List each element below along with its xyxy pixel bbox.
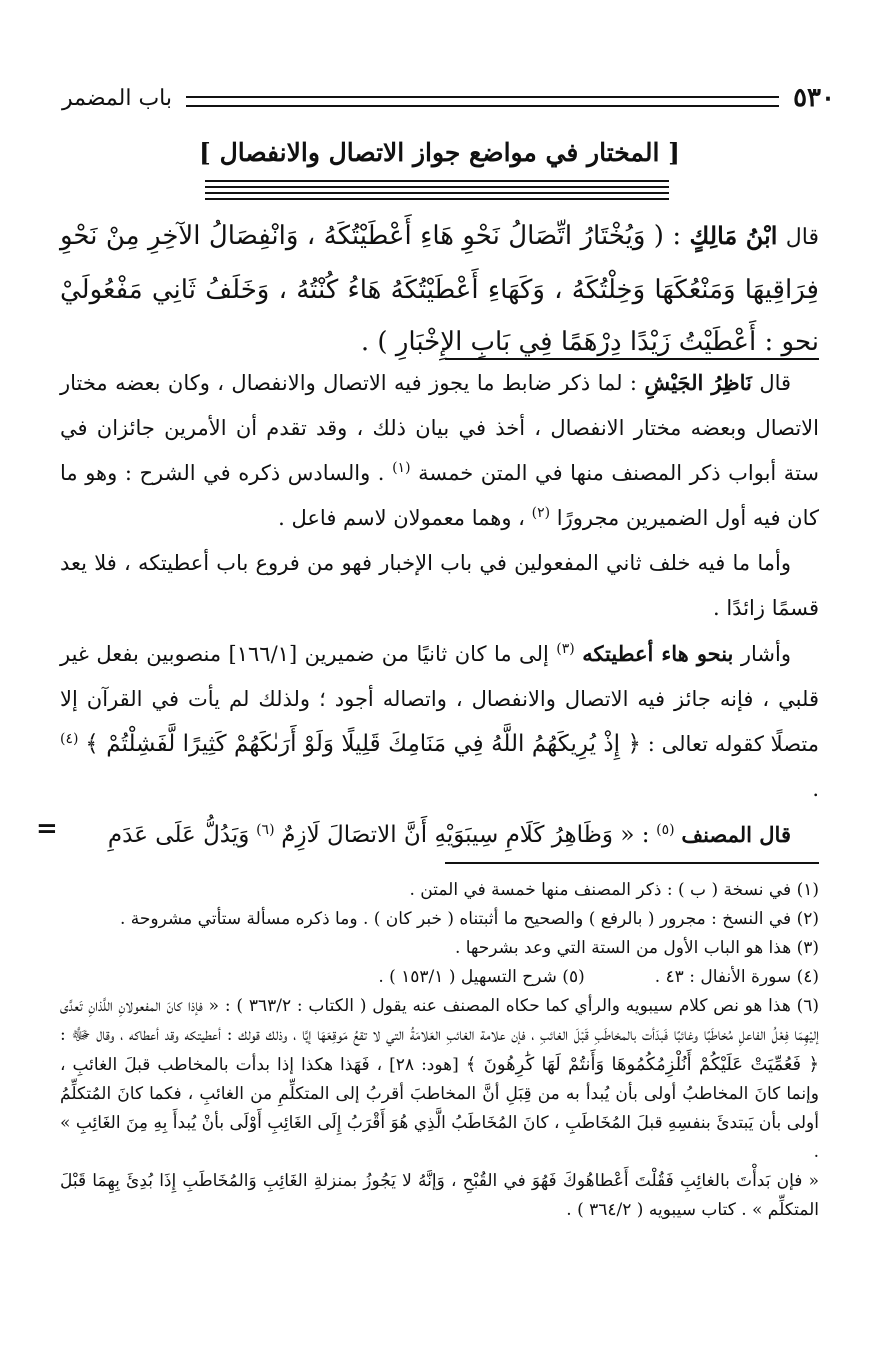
section-title: [ المختار في مواضع جواز الاتصال والانفصال ] bbox=[199, 138, 680, 167]
page-number: ٥٣٠ bbox=[793, 83, 835, 113]
sharh-paragraph bbox=[60, 360, 819, 541]
footnote-ref-2: (٢) bbox=[531, 505, 551, 521]
sharh-text-span: ، وهما معمولان لاسم فاعل . bbox=[278, 506, 525, 530]
sharh-paragraph bbox=[60, 812, 819, 858]
footnote-ref-1: (١) bbox=[392, 460, 411, 476]
continuation-mark: = bbox=[36, 814, 58, 844]
title-ornamental-rules bbox=[205, 180, 669, 204]
footnote-ref-4: (٤) bbox=[60, 731, 79, 747]
footnote-separator bbox=[445, 862, 819, 864]
footnote-pair bbox=[60, 963, 819, 992]
footnote-1: (١) في نسخة ( ب ) : ذكر المصنف منها خمسة في المتن . bbox=[409, 880, 819, 900]
quran-verse: ﴿ فَعُمِّيَتْ عَلَيْكُمْ أَنُلْزِمُكُمُوهَا وَأَنتُمْ لَهَا كَٰرِهُونَ ﴾ bbox=[465, 1054, 820, 1075]
verse-reference: [هود: ٢٨] bbox=[389, 1055, 459, 1075]
matn-text bbox=[60, 210, 819, 368]
sharh-speaker-name: نَاظِرُ الجَيْشِ bbox=[644, 370, 752, 395]
footnote-6-continuation: « فإن بَدأْتَ بالغائِبِ فَقُلْتَ أَعْطاهُوكَ فَهُوَ في القُبْحِ ، وَإنَّهُ لا يَجُوزُ بمنزلةِ الغَائِبِ وَالمُخَاطَبِ إِذَا بُدِئَ بِهِمَا قَبْلَ المتكلِّم » . كتاب سيبويه ( ٣٦٤/٢ ) . bbox=[60, 1171, 819, 1220]
quoted-text: : « وَظَاهِرُ كَلَامِ سِيبَوَيْهِ أَنَّ الاتصَالَ لَازِمٌ bbox=[281, 822, 650, 848]
footnote-6-text: ، فَهَذا هكذا إذا بدأت بالمخاطب قبلَ الغائبِ ، وإنما كانَ المخاطبُ أولى بأن يُبدأ به من قِبَلِ أنَّ المخاطبَ أقربُ إلى المتكلِّمِ من الغائبِ ، فكما كانَ المُتكلِّمُ أولى بأن يَبتدئَ بنفسِهِ قبلَ المُخَاطَبِ ، كانَ المُخَاطَبُ الَّذِي هُوَ أَقْرَبُ إِلَى الغَائِبِ أَوْلَى بأنْ يُبدأَ بِهِ مِنَ الغَائِبِ » . bbox=[60, 1055, 819, 1162]
sharh-text-span: . bbox=[812, 777, 819, 801]
footnote-3: (٣) هذا هو الباب الأول من الستة التي وعد بشرحها . bbox=[454, 938, 819, 958]
footnote-6 bbox=[60, 992, 819, 1167]
sharh-text-span: . والسادس ذكره في الشرح : وهو ما كان فيه أول الضميرين مجرورًا bbox=[60, 461, 819, 530]
bold-phrase: بنحو هاء أعطيتكه bbox=[582, 641, 734, 666]
footnotes bbox=[60, 876, 819, 1225]
footnote-ref-3: (٣) bbox=[556, 641, 575, 657]
quoted-text: وَيَدُلُّ عَلَى عَدَمِ bbox=[107, 822, 250, 848]
footnote-6-text: (٦) هذا هو نص كلام سيبويه والرأي كما حكاه المصنف عنه يقول ( الكتاب : ٣٦٣/٢ ) : « فإذا كانَ المفعولانِ اللَّذانِ تَعدَّى إليْهِمَا فِعْلُ الفاعلِ مُخاطَبًا وغائبًا فَبدَأت بالمخاطَبِ قَبْلَ الغائبِ ، فإن علامة الغائبِ العَلامَةُ التي لا تقعُ مَوقِعَهَا إيَّا ، وذلك قولك : أعطيتكه وقد أعطاكه ، وقال ﷻ : bbox=[60, 996, 820, 1045]
footnote-ref-5: (٥) bbox=[656, 822, 675, 838]
matn-body: : ( وَيُخْتَارُ اتِّصَالُ نَحْوِ هَاءِ أَعْطَيْتُكَهُ ، وَانْفِصَالُ الآخِرِ مِنْ نَحْوِ فِرَاقِيهَا وَمَنْعُكَهَا وَخِلْتُكَهُ ، وَكَهَاءِ أَعْطَيْتُكَهُ هَاءُ كُنْتُهُ ، وَخَلَفُ ثَانِي مَفْعُولَيْ نحو : أَعْطَيْتُ زَيْدًا دِرْهَمًا فِي بَابِ الإِخْبَارِ ) . bbox=[60, 221, 819, 357]
sharh-paragraph: وأما ما فيه خلف ثاني المفعولين في باب الإخبار فهو من فروع باب أعطيتكه ، فلا يعد قسمًا زائدًا . bbox=[60, 551, 819, 620]
running-header bbox=[62, 78, 835, 118]
sharh-text-span: : لما ذكر ضابط ما يجوز فيه الاتصال والانفصال ، وكان بعضه مختار الاتصال وبعضه مختار الانفصال ، أخذ في بيان ذلك ، وقد تقدم أن الأمرين جائزان في ستة أبواب ذكر المصنف منها في المتن خمسة bbox=[60, 371, 820, 485]
quran-verse: ﴿ إِذْ يُرِيكَهُمُ اللَّهُ فِي مَنَامِكَ قَلِيلًا وَلَوْ أَرَىٰكَهُمْ كَثِيرًا لَّفَشِلْتُمْ ﴾ bbox=[85, 731, 641, 757]
matn-speaker-name: ابْنُ مَالِكٍ bbox=[689, 221, 778, 250]
footnote-ref-6: (٦) bbox=[256, 822, 275, 838]
sharh-speaker-prefix: قال bbox=[759, 371, 792, 395]
footnote-2: (٢) في النسخ : مجرور ( بالرفع ) والصحيح ما أثبتناه ( خبر كان ) . وما ذكره مسألة ستأتي مشروحة . bbox=[119, 909, 819, 929]
footnote-4: (٤) سورة الأنفال : ٤٣ . bbox=[654, 967, 819, 987]
bold-phrase: قال المصنف bbox=[681, 822, 791, 847]
sharh-paragraph bbox=[60, 631, 819, 812]
sharh-text bbox=[60, 360, 819, 858]
sharh-text-span: إلى ما كان ثانيًا من ضميرين [١٦٦/١] منصوبين بفعل غير قلبي ، فإنه جائز فيه الاتصال والانفصال ، واتصاله أجود ؛ ولذلك لم يأت في القرآن إلا متصلًا كقوله تعالى : bbox=[60, 642, 819, 756]
header-double-rule bbox=[186, 96, 779, 107]
matn-speaker-prefix: قال bbox=[785, 225, 820, 250]
running-title: باب المضمر bbox=[62, 85, 172, 111]
footnote-5: (٥) شرح التسهيل ( ١٥٣/١ ) . bbox=[378, 967, 585, 987]
sharh-text-span: وأشار bbox=[740, 642, 791, 666]
